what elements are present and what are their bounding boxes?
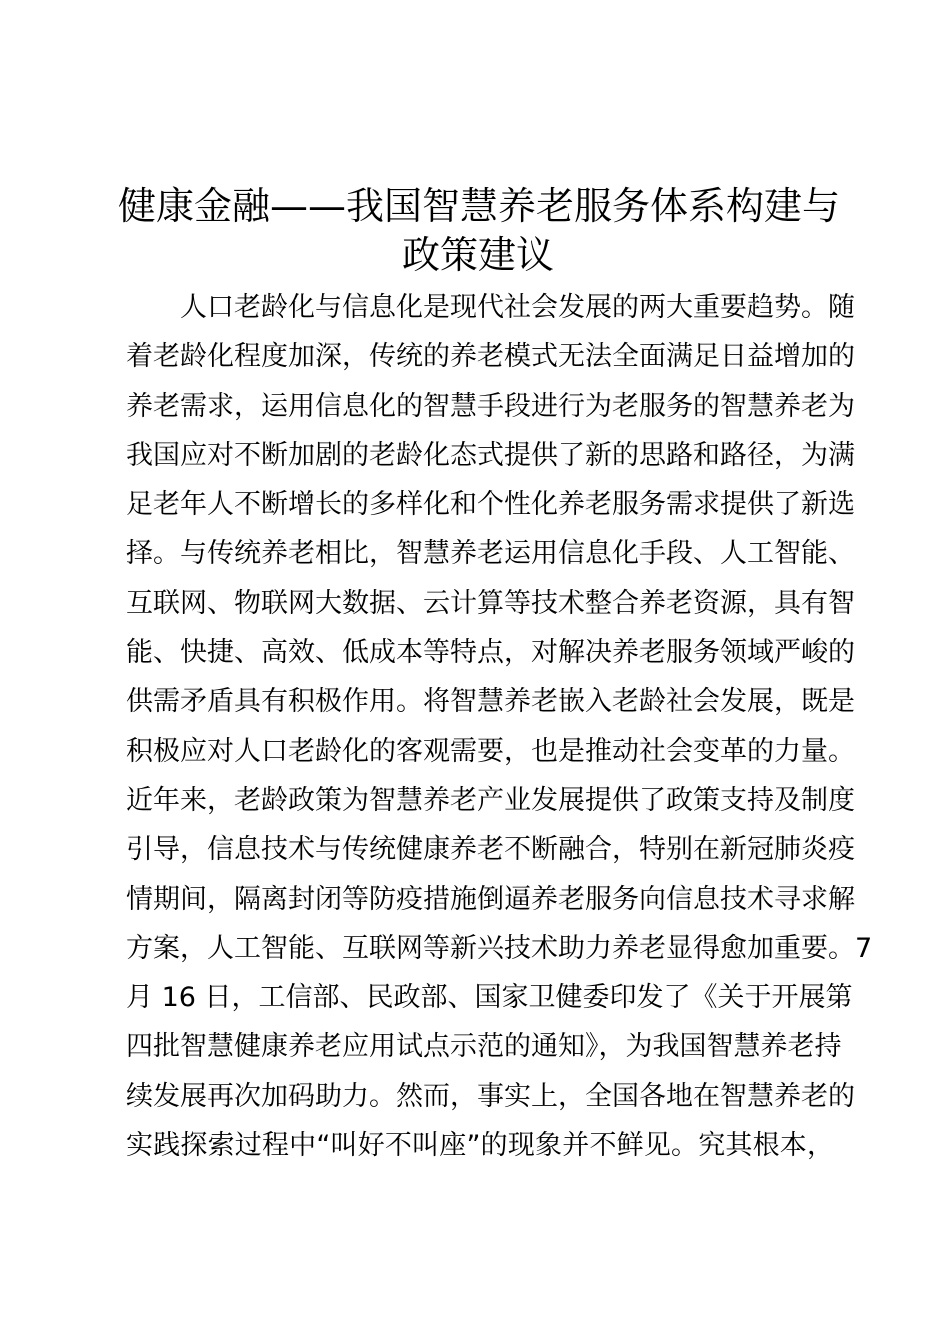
paragraph-line: 养老需求，运用信息化的智慧手段进行为老服务的智慧养老为 [126, 390, 855, 422]
paragraph-line: 互联网、物联网大数据、云计算等技术整合养老资源，具有智 [126, 587, 855, 619]
paragraph-line: 实践探索过程中“叫好不叫座”的现象并不鲜见。究其根本， [126, 1130, 834, 1162]
paragraph-line: 人口老龄化与信息化是现代社会发展的两大重要趋势。随 [180, 292, 855, 323]
paragraph-line: 引导，信息技术与传统健康养老不断融合，特别在新冠肺炎疫 [126, 834, 855, 866]
paragraph-line: 续发展再次加码助力。然而，事实上，全国各地在智慧养老的 [126, 1080, 855, 1112]
paragraph-line: 能、快捷、高效、低成本等特点，对解决养老服务领域严峻的 [126, 637, 855, 669]
paragraph-line: 我国应对不断加剧的老龄化态式提供了新的思路和路径，为满 [126, 439, 855, 471]
document-title-line-2: 政策建议 [401, 233, 554, 277]
paragraph-line: 择。与传统养老相比，智慧养老运用信息化手段、人工智能、 [126, 538, 855, 570]
paragraph-line: 情期间，隔离封闭等防疫措施倒逼养老服务向信息技术寻求解 [126, 883, 855, 915]
paragraph-line: 近年来，老龄政策为智慧养老产业发展提供了政策支持及制度 [126, 784, 855, 816]
paragraph-line: 着老龄化程度加深，传统的养老模式无法全面满足日益增加的 [126, 341, 855, 373]
paragraph-line: 方案，人工智能、互联网等新兴技术助力养老显得愈加重要。7 [126, 932, 873, 964]
paragraph-line: 月 16 日，工信部、民政部、国家卫健委印发了《关于开展第 [126, 982, 853, 1014]
paragraph-line: 四批智慧健康养老应用试点示范的通知》，为我国智慧养老持 [126, 1031, 842, 1063]
document-title-line-1: 健康金融——我国智慧养老服务体系构建与 [118, 184, 841, 228]
paragraph-line: 足老年人不断增长的多样化和个性化养老服务需求提供了新选 [126, 489, 855, 521]
paragraph-line: 供需矛盾具有积极作用。将智慧养老嵌入老龄社会发展，既是 [126, 686, 855, 718]
paragraph-line: 积极应对人口老龄化的客观需要，也是推动社会变革的力量。 [126, 735, 855, 767]
body-paragraph [126, 283, 873, 1170]
